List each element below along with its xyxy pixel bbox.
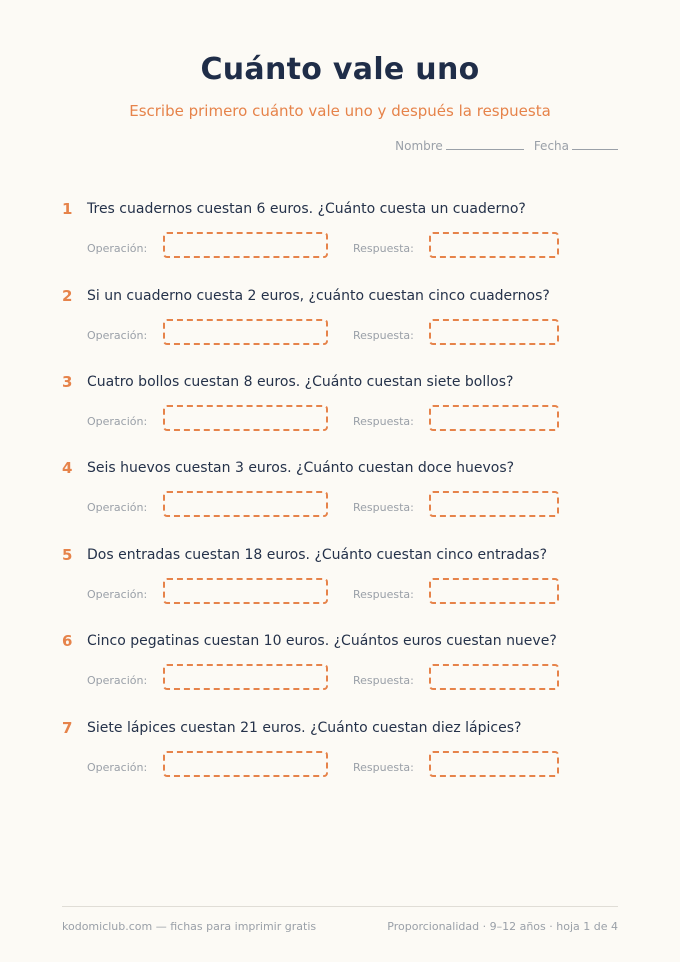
answer-label: Respuesta: [353, 501, 414, 514]
problem-text: Dos entradas cuestan 18 euros. ¿Cuánto cuestan cinco entradas? [87, 547, 548, 563]
problem-number: 2 [62, 287, 73, 305]
name-label: Nombre [395, 139, 443, 153]
problem-text: Tres cuadernos cuestan 6 euros. ¿Cuánto cuesta un cuaderno? [87, 201, 526, 217]
operation-answer-box[interactable] [163, 578, 328, 604]
date-blank-line[interactable] [572, 139, 618, 150]
operation-label: Operación: [87, 329, 148, 342]
problem-3 [62, 373, 622, 459]
answer-label: Respuesta: [353, 415, 414, 428]
problem-7 [62, 719, 622, 805]
operation-label: Operación: [87, 242, 148, 255]
operation-answer-box[interactable] [163, 751, 328, 777]
result-answer-box[interactable] [429, 491, 559, 517]
footer-divider [62, 906, 618, 907]
problem-number: 5 [62, 546, 73, 564]
result-answer-box[interactable] [429, 319, 559, 345]
result-answer-box[interactable] [429, 578, 559, 604]
problem-text: Cuatro bollos cuestan 8 euros. ¿Cuánto cuestan siete bollos? [87, 374, 514, 390]
problem-number: 6 [62, 632, 73, 650]
answer-label: Respuesta: [353, 588, 414, 601]
result-answer-box[interactable] [429, 405, 559, 431]
operation-label: Operación: [87, 501, 148, 514]
problem-number: 3 [62, 373, 73, 391]
problem-text: Cinco pegatinas cuestan 10 euros. ¿Cuántos euros cuestan nueve? [87, 633, 557, 649]
problem-text: Seis huevos cuestan 3 euros. ¿Cuánto cuestan doce huevos? [87, 460, 515, 476]
operation-label: Operación: [87, 761, 148, 774]
problem-4 [62, 459, 622, 545]
problem-1 [62, 200, 622, 286]
answer-label: Respuesta: [353, 242, 414, 255]
problem-number: 7 [62, 719, 73, 737]
operation-answer-box[interactable] [163, 232, 328, 258]
operation-label: Operación: [87, 674, 148, 687]
result-answer-box[interactable] [429, 232, 559, 258]
footer-sheet-info: Proporcionalidad · 9–12 años · hoja 1 de 4 [387, 920, 618, 933]
footer-site: kodomiclub.com — fichas para imprimir gratis [62, 920, 317, 933]
problem-2 [62, 287, 622, 373]
answer-label: Respuesta: [353, 329, 414, 342]
answer-label: Respuesta: [353, 674, 414, 687]
problem-text: Siete lápices cuestan 21 euros. ¿Cuánto cuestan diez lápices? [87, 720, 522, 736]
problem-6 [62, 632, 622, 718]
result-answer-box[interactable] [429, 664, 559, 690]
problem-5 [62, 546, 622, 632]
operation-answer-box[interactable] [163, 319, 328, 345]
operation-answer-box[interactable] [163, 405, 328, 431]
student-meta [395, 139, 618, 153]
operation-answer-box[interactable] [163, 664, 328, 690]
operation-label: Operación: [87, 588, 148, 601]
problem-number: 4 [62, 459, 73, 477]
result-answer-box[interactable] [429, 751, 559, 777]
page-subtitle: Escribe primero cuánto vale uno y después la respuesta [129, 102, 551, 120]
date-label: Fecha [533, 139, 569, 153]
page-title: Cuánto vale uno [200, 52, 480, 87]
answer-label: Respuesta: [353, 761, 414, 774]
operation-label: Operación: [87, 415, 148, 428]
problem-text: Si un cuaderno cuesta 2 euros, ¿cuánto cuestan cinco cuadernos? [87, 288, 550, 304]
name-blank-line[interactable] [446, 139, 524, 150]
problem-number: 1 [62, 200, 73, 218]
operation-answer-box[interactable] [163, 491, 328, 517]
